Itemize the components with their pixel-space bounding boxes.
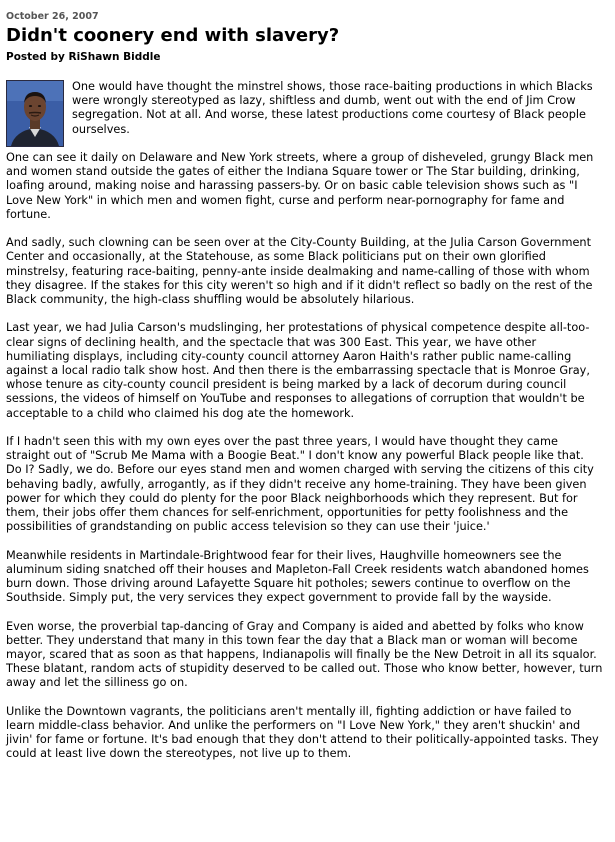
paragraph: Last year, we had Julia Carson's mudslinging, her protestations of physical competence despite all-too-clear signs of declining health, and the spectacle that was 300 East. This year, we have other humiliating displays, including city-county council attorney Aaron Haith's rather public name-calling against a local radio talk show host. And then there is the embarrassing spectacle that is Monroe Gray, whose tenure as city-county council president is being marked by a lack of decorum during council sessions, the videos of himself on YouTube and responses to allegations of corruption that wouldn't be acceptable to a child who claimed his dog ate the homework. [6, 321, 590, 420]
post-date: October 26, 2007 [6, 11, 99, 22]
paragraph: Even worse, the proverbial tap-dancing of Gray and Company is aided and abetted by folks who know better. They understand that many in this town fear the day that a Black man or woman will become mayor, scared that as soon as that happens, Indianapolis will finally be the New Detroit in all its squalor. These blatant, random acts of stupidity deserved to be called out. Those who know better, however, turn away and let the silliness go on. [6, 619, 603, 690]
author-portrait-icon [7, 81, 63, 146]
author-photo [6, 80, 64, 147]
paragraph: One would have thought the minstrel shows, those race-baiting productions in which Blacks were wrongly stereotyped as lazy, shiftless and dumb, went out with the end of Jim Crow segregation. Not at all. And worse, these latest productions come courtesy of Black people ourselves. [72, 80, 593, 136]
paragraph: Unlike the Downtown vagrants, the politicians aren't mentally ill, fighting addiction or have failed to learn middle-class behavior. And unlike the performers on "I Love New York," they aren't shuckin' and jivin' for fame or fortune. It's bad enough that they don't attend to their politically-appointed tasks. They could at least live down the stereotypes, not live up to them. [6, 704, 599, 761]
paragraph: Meanwhile residents in Martindale-Brightwood fear for their lives, Haughville homeowners see the aluminum siding snatched off their houses and Mapleton-Fall Creek residents watch abandoned homes burn down. Those driving around Lafayette Square hit potholes; sewers continue to overflow on the Southside. Simply put, the very services they expect government to provide fall by the wayside. [6, 548, 589, 605]
article-body [6, 80, 603, 776]
paragraph: If I hadn't seen this with my own eyes over the past three years, I would have thought they came straight out of "Scrub Me Mama with a Boogie Beat." I don't know any powerful Black people like that. Do I? Sadly, we do. Before our eyes stand men and women charged with serving the citizens of this city behaving badly, awfully, arrogantly, as if they didn't receive any home-training. They have been given power for which they could do plenty for the poor Black neighborhoods which they represent. But for them, their jobs offer them chances for self-enrichment, opportunities for petty foolishness and the possibilities of grandstanding on public access television so they can use their 'juice.' [6, 435, 594, 534]
article-title: Didn't coonery end with slavery? [6, 25, 340, 46]
paragraph: One can see it daily on Delaware and New York streets, where a group of disheveled, grungy Black men and women stand outside the gates of either the Indiana Square tower or The Star building, drinking, loafing around, making noise and harassing passers-by. Or on basic cable television shows such as "I Love New York" in which men and women fight, curse and perform near-pornography for fame and fortune. [6, 151, 594, 221]
byline: Posted by RiShawn Biddle [6, 51, 161, 63]
paragraph: And sadly, such clowning can be seen over at the City-County Building, at the Julia Carson Government Center and occasionally, at the Statehouse, as some Black politicians put on their own glorified minstrelsy, featuring race-baiting, penny-ante inside dealmaking and name-calling of those with whom they disagree. If the stakes for this city weren't so high and if it didn't reflect so badly on the rest of the Black community, the high-class shuffling would be absolutely hilarious. [6, 236, 593, 307]
